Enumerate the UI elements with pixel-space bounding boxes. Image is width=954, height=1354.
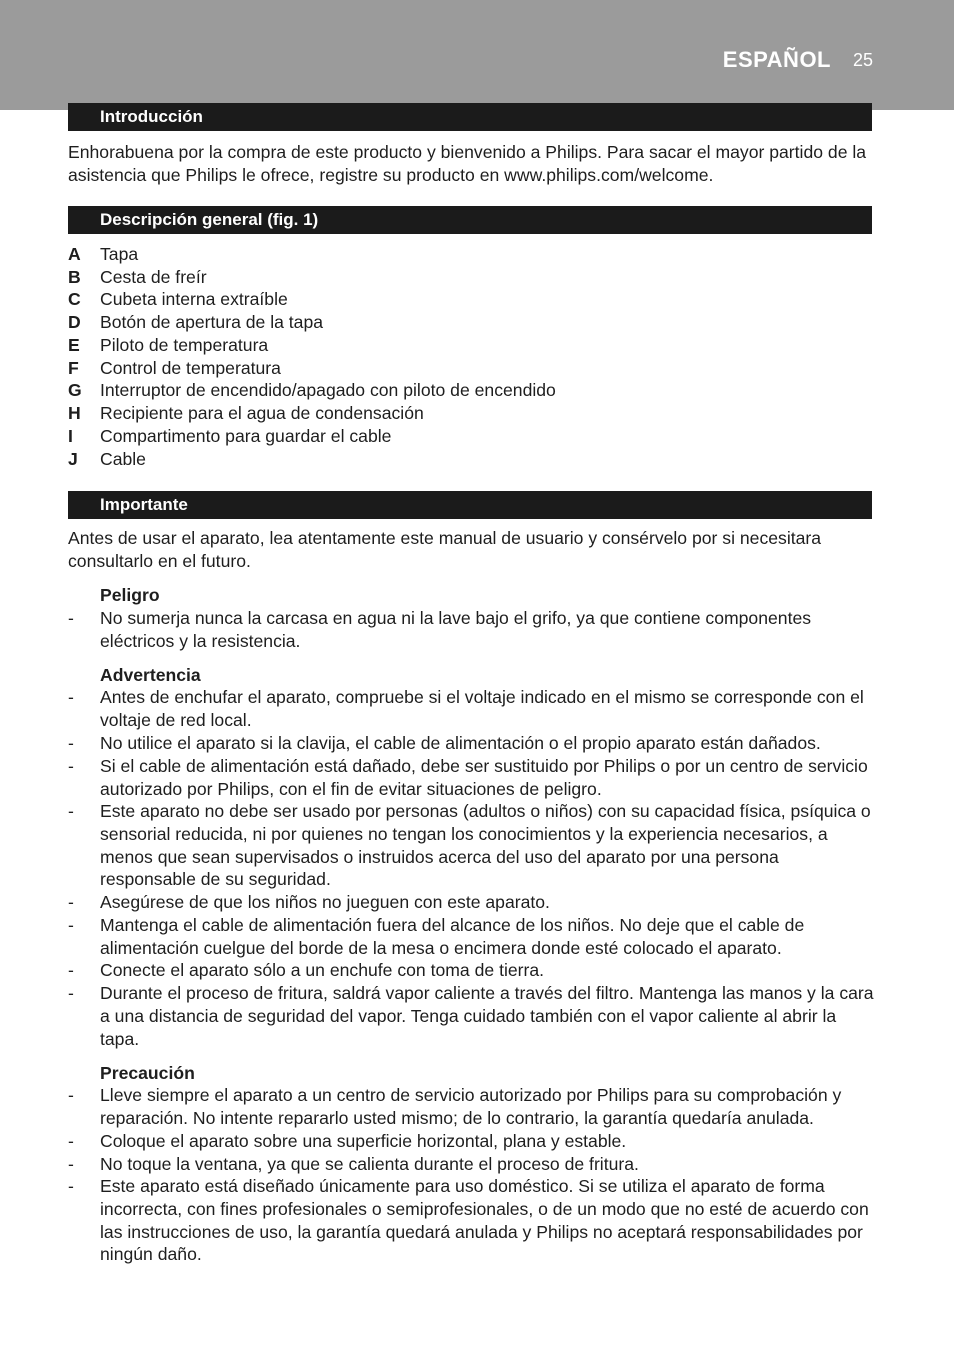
list-item — [68, 311, 874, 334]
item-text: Interruptor de encendido/apagado con piloto de encendido — [100, 380, 556, 400]
item-letter: D — [68, 312, 81, 332]
list-item — [68, 379, 874, 402]
list-item — [68, 288, 874, 311]
item-text: Recipiente para el agua de condensación — [100, 403, 424, 423]
item-text: Cable — [100, 449, 146, 469]
bullet-item: - Durante el proceso de fritura, saldrá vapor caliente a través del filtro. Mantenga las manos y la cara a una distancia de seguridad del vapor. Tenga cuidado también con el vapor caliente al abrir la tapa. — [68, 983, 874, 1049]
caution-heading: Precaución — [100, 1063, 195, 1083]
bullet-item: - Antes de enchufar el aparato, compruebe si el voltaje indicado en el mismo se corresponde con el voltaje de red local. — [68, 686, 874, 732]
important-intro: Antes de usar el aparato, lea atentamente este manual de usuario y consérvelo por si necesitara consultarlo en el futuro. — [68, 528, 822, 571]
intro-paragraph: Enhorabuena por la compra de este producto y bienvenido a Philips. Para sacar el mayor partido de la asistencia que Philips le ofrece, registre su producto en www.philips.com/welcome. — [68, 142, 867, 185]
list-item — [68, 334, 874, 357]
bullet-text: No sumerja nunca la carcasa en agua ni la lave bajo el grifo, ya que contiene componentes eléctricos y la resistencia. — [100, 608, 812, 651]
item-letter: I — [68, 426, 73, 446]
item-letter: F — [68, 358, 79, 378]
page-number: 25 — [853, 50, 874, 70]
item-text: Cubeta interna extraíble — [100, 289, 288, 309]
item-letter: E — [68, 335, 80, 355]
list-item — [68, 402, 874, 425]
bullet-text: No utilice el aparato si la clavija, el cable de alimentación o el propio aparato están dañados. — [100, 733, 821, 753]
bullet-text: Conecte el aparato sólo a un enchufe con toma de tierra. — [100, 960, 545, 980]
bullet-text: Durante el proceso de fritura, saldrá vapor caliente a través del filtro. Mantenga las manos y la cara a una distancia de seguridad del vapor. Tenga cuidado también con el vapor caliente al abrir la tapa. — [100, 983, 874, 1049]
item-text: Control de temperatura — [100, 358, 281, 378]
item-letter: A — [68, 244, 81, 264]
item-letter: C — [68, 289, 81, 309]
bullet-text: Si el cable de alimentación está dañado, debe ser sustituido por Philips o por un centro de servicio autorizado por Philips, con el fin de evitar situaciones de peligro. — [100, 756, 868, 799]
list-item — [68, 266, 874, 289]
section-title-overview: Descripción general (fig. 1) — [68, 206, 872, 234]
bullet-item: - No utilice el aparato si la clavija, el cable de alimentación o el propio aparato están dañados. — [68, 732, 874, 755]
bullet-item: - Este aparato está diseñado únicamente para uso doméstico. Si se utiliza el aparato de forma incorrecta, con fines profesionales o semiprofesionales, o de un modo que no esté de acuerdo con las instrucciones de uso, la garantía quedará anulada y Philips no aceptará responsabilidades por ningún daño. — [68, 1175, 874, 1266]
section-title-important: Importante — [68, 491, 872, 519]
bullet-text: No toque la ventana, ya que se calienta durante el proceso de fritura. — [100, 1154, 639, 1174]
bullet-item: - Lleve siempre el aparato a un centro de servicio autorizado por Philips para su comprobación y reparación. No intente repararlo usted mismo; de lo contrario, la garantía quedaría anulada. — [68, 1084, 874, 1130]
item-text: Cesta de freír — [100, 267, 207, 287]
bullet-item: - Asegúrese de que los niños no jueguen con este aparato. — [68, 891, 874, 914]
item-letter: J — [68, 449, 78, 469]
bullet-item: - Conecte el aparato sólo a un enchufe con toma de tierra. — [68, 959, 874, 982]
bullet-item: - Si el cable de alimentación está dañado, debe ser sustituido por Philips o por un centro de servicio autorizado por Philips, con el fin de evitar situaciones de peligro. — [68, 755, 874, 801]
bullet-text: Este aparato no debe ser usado por personas (adultos o niños) con su capacidad física, psíquica o sensorial reducida, ni por quienes no tengan los conocimientos y la experiencia necesarios, a menos que sean supervisados o instruidos acerca del uso del aparato por una persona responsable de su seguridad. — [100, 801, 871, 890]
bullet-text: Coloque el aparato sobre una superficie horizontal, plana y estable. — [100, 1131, 627, 1151]
list-item — [68, 425, 874, 448]
section-title-intro: Introducción — [68, 103, 872, 131]
list-item — [68, 357, 874, 380]
warning-heading: Advertencia — [100, 665, 201, 685]
bullet-item: - Coloque el aparato sobre una superficie horizontal, plana y estable. — [68, 1130, 874, 1153]
language-label: ESPAÑOL — [722, 47, 831, 72]
bullet-item: - Mantenga el cable de alimentación fuera del alcance de los niños. No deje que el cable de alimentación cuelgue del borde de la mesa o encimera donde esté colocado el aparato. — [68, 914, 874, 960]
list-item — [68, 448, 874, 471]
item-text: Compartimento para guardar el cable — [100, 426, 392, 446]
bullet-text: Mantenga el cable de alimentación fuera del alcance de los niños. No deje que el cable de alimentación cuelgue del borde de la mesa o encimera donde esté colocado el aparato. — [100, 915, 805, 958]
item-text: Piloto de temperatura — [100, 335, 269, 355]
danger-heading: Peligro — [100, 585, 160, 605]
bullet-text: Este aparato está diseñado únicamente para uso doméstico. Si se utiliza el aparato de forma incorrecta, con fines profesionales o semiprofesionales, o de un modo que no esté de acuerdo con las instrucciones de uso, la garantía quedará anulada y Philips no aceptará responsabilidades por ningún daño. — [100, 1176, 869, 1265]
item-text: Botón de apertura de la tapa — [100, 312, 324, 332]
item-letter: G — [68, 380, 82, 400]
bullet-text: Antes de enchufar el aparato, compruebe si el voltaje indicado en el mismo se corresponde con el voltaje de red local. — [100, 687, 864, 730]
bullet-item: - No sumerja nunca la carcasa en agua ni la lave bajo el grifo, ya que contiene componentes eléctricos y la resistencia. — [68, 607, 874, 653]
item-text: Tapa — [100, 244, 139, 264]
list-item — [68, 243, 874, 266]
item-letter: B — [68, 267, 81, 287]
item-letter: H — [68, 403, 81, 423]
bullet-item: - Este aparato no debe ser usado por personas (adultos o niños) con su capacidad física, psíquica o sensorial reducida, ni por quienes no tengan los conocimientos y la experiencia necesarios, a menos que sean supervisados o instruidos acerca del uso del aparato por una persona responsable de su seguridad. — [68, 800, 874, 891]
bullet-text: Asegúrese de que los niños no jueguen con este aparato. — [100, 892, 550, 912]
bullet-text: Lleve siempre el aparato a un centro de servicio autorizado por Philips para su comprobación y reparación. No intente repararlo usted mismo; de lo contrario, la garantía quedaría anulada. — [100, 1085, 842, 1128]
bullet-item: - No toque la ventana, ya que se calienta durante el proceso de fritura. — [68, 1153, 874, 1176]
